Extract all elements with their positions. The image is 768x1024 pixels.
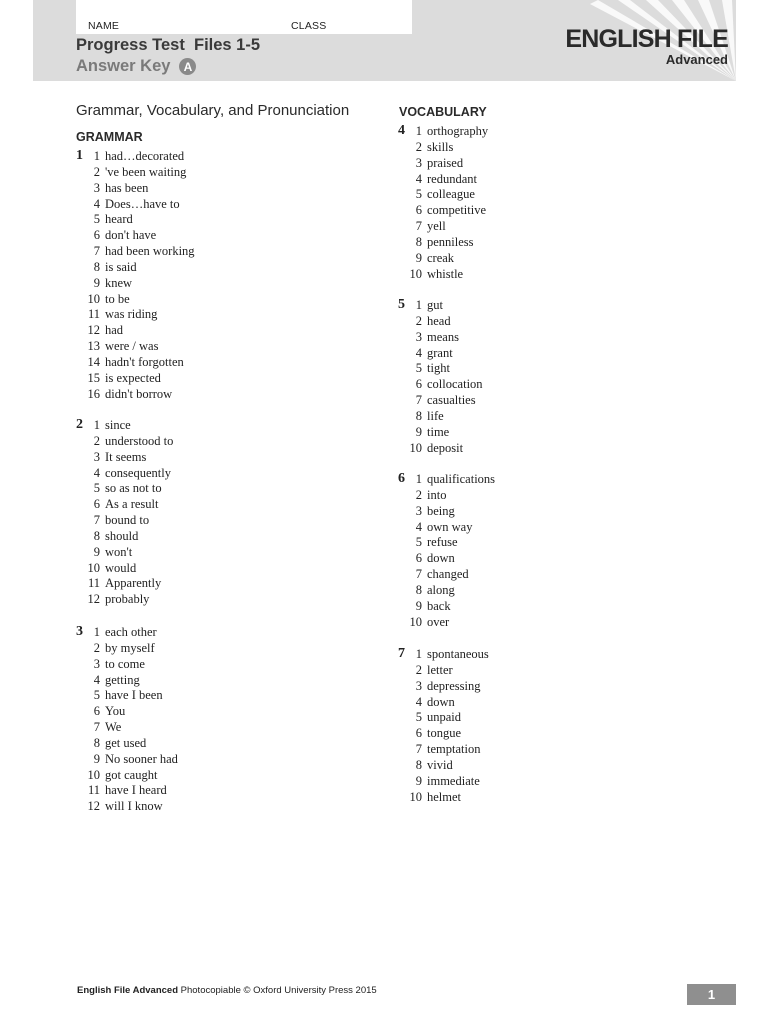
- item-number: 3: [415, 329, 422, 344]
- name-class-box: [76, 0, 412, 34]
- item-number: 7: [93, 513, 100, 528]
- item-number: 10: [409, 440, 422, 455]
- answer-text: vivid: [427, 757, 453, 772]
- answer-text: colleague: [427, 187, 475, 202]
- answer-text: skills: [427, 139, 454, 154]
- item-number: 4: [93, 196, 100, 211]
- answer-text: had: [105, 323, 124, 338]
- item-number: 4: [415, 694, 422, 709]
- answer-text: tight: [427, 361, 450, 376]
- item-number: 14: [87, 354, 100, 369]
- brand-subtitle: Advanced: [665, 52, 728, 67]
- item-number: 4: [415, 519, 422, 534]
- item-number: 15: [87, 370, 100, 385]
- item-number: 10: [87, 767, 100, 782]
- item-number: 11: [87, 576, 100, 591]
- item-number: 6: [415, 551, 422, 566]
- item-number: 8: [93, 259, 100, 274]
- answer-text: head: [427, 313, 451, 328]
- item-number: 6: [415, 726, 422, 741]
- item-number: 2: [93, 640, 100, 655]
- item-number: 12: [87, 592, 100, 607]
- item-number: 3: [93, 656, 100, 671]
- item-number: 6: [415, 377, 422, 392]
- item-number: 2: [415, 662, 422, 677]
- answer-text: along: [427, 582, 455, 597]
- answer-text: didn't borrow: [105, 386, 173, 401]
- item-number: 10: [409, 789, 422, 804]
- exercise-number: 2: [76, 417, 83, 432]
- answer-text: letter: [427, 662, 453, 677]
- answer-text: creak: [427, 250, 455, 265]
- answer-text: to be: [105, 291, 130, 306]
- answer-text: had been working: [105, 244, 195, 259]
- answer-text: helmet: [427, 789, 462, 804]
- item-number: 1: [415, 298, 422, 312]
- section-title: Grammar, Vocabulary, and Pronunciation: [76, 102, 350, 119]
- answer-text: have I been: [105, 688, 163, 703]
- item-number: 10: [87, 560, 100, 575]
- item-number: 7: [415, 393, 422, 408]
- answer-text: casualties: [427, 393, 476, 408]
- footer-brand: English File Advanced: [77, 985, 179, 996]
- answer-text: spontaneous: [427, 647, 489, 661]
- answer-text: has been: [105, 180, 149, 195]
- item-number: 6: [93, 704, 100, 719]
- answer-text: down: [427, 694, 455, 709]
- brand-title: ENGLISH FILE: [565, 25, 728, 53]
- answer-text: depressing: [427, 678, 481, 693]
- item-number: 7: [93, 720, 100, 735]
- page-number: 1: [687, 984, 736, 1005]
- version-badge: A: [179, 58, 196, 75]
- exercise-number: 4: [398, 123, 405, 138]
- answer-text: unpaid: [427, 710, 462, 725]
- item-number: 13: [87, 339, 100, 354]
- item-number: 2: [93, 164, 100, 179]
- class-label: CLASS: [291, 20, 327, 32]
- item-number: 9: [93, 544, 100, 559]
- answer-text: praised: [427, 155, 464, 170]
- item-number: 11: [87, 783, 100, 798]
- footer: [77, 985, 377, 996]
- answer-text: get used: [105, 735, 147, 750]
- item-number: 3: [415, 678, 422, 693]
- exercise-number: 1: [76, 148, 83, 163]
- exercise-number: 5: [398, 297, 405, 312]
- item-number: 2: [415, 139, 422, 154]
- answer-text: knew: [105, 275, 133, 290]
- answer-text: over: [427, 614, 450, 629]
- item-number: 9: [415, 250, 422, 265]
- answer-text: since: [105, 418, 131, 432]
- answer-text: won't: [105, 544, 133, 559]
- item-number: 1: [93, 625, 100, 639]
- item-number: 6: [415, 203, 422, 218]
- answer-text: by myself: [105, 640, 155, 655]
- item-number: 9: [415, 424, 422, 439]
- page-title: Progress Test Files 1-5: [76, 36, 261, 54]
- item-number: 2: [415, 487, 422, 502]
- item-number: 7: [415, 742, 422, 757]
- answer-text: is expected: [105, 370, 161, 385]
- answer-text: 've been waiting: [105, 164, 187, 179]
- answer-text: down: [427, 551, 455, 566]
- answer-text: should: [105, 528, 139, 543]
- answer-text: grant: [427, 345, 453, 360]
- item-number: 9: [415, 773, 422, 788]
- brand-logo: [565, 25, 728, 67]
- answer-text: heard: [105, 212, 133, 227]
- answer-text: means: [427, 329, 459, 344]
- answer-text: probably: [105, 592, 150, 607]
- answer-text: collocation: [427, 377, 483, 392]
- answer-text: life: [427, 408, 444, 423]
- item-number: 12: [87, 323, 100, 338]
- answer-text: back: [427, 598, 451, 613]
- item-number: 1: [415, 124, 422, 138]
- item-number: 2: [93, 433, 100, 448]
- grammar-heading: GRAMMAR: [76, 130, 143, 144]
- answer-text: qualifications: [427, 472, 496, 486]
- answer-text: Does…have to: [105, 196, 180, 211]
- name-label: NAME: [88, 20, 120, 32]
- answer-text: is said: [105, 259, 137, 274]
- exercise-number: 3: [76, 624, 83, 639]
- answer-text: refuse: [427, 535, 458, 550]
- item-number: 5: [93, 212, 100, 227]
- answer-text: don't have: [105, 228, 157, 243]
- answer-text: We: [105, 720, 122, 735]
- item-number: 7: [415, 567, 422, 582]
- answer-text: will I know: [105, 799, 163, 814]
- answer-text: understood to: [105, 433, 174, 448]
- answer-text: competitive: [427, 203, 487, 218]
- item-number: 1: [415, 647, 422, 661]
- answer-text: was riding: [105, 307, 158, 322]
- item-number: 11: [87, 307, 100, 322]
- answer-text: consequently: [105, 465, 171, 480]
- item-number: 1: [415, 472, 422, 486]
- answer-text: As a result: [105, 497, 159, 512]
- answer-text: have I heard: [105, 783, 167, 798]
- item-number: 9: [93, 751, 100, 766]
- answer-text: would: [105, 560, 137, 575]
- item-number: 9: [93, 275, 100, 290]
- item-number: 10: [409, 266, 422, 281]
- item-number: 6: [93, 497, 100, 512]
- answer-text: had…decorated: [105, 149, 185, 163]
- vocabulary-heading: VOCABULARY: [399, 105, 487, 119]
- item-number: 3: [415, 503, 422, 518]
- item-number: 5: [415, 535, 422, 550]
- answer-text: Apparently: [105, 576, 162, 591]
- item-number: 4: [93, 672, 100, 687]
- answer-text: It seems: [105, 449, 147, 464]
- item-number: 8: [415, 234, 422, 249]
- item-number: 3: [93, 180, 100, 195]
- item-number: 5: [415, 361, 422, 376]
- answer-text: gut: [427, 298, 443, 312]
- item-number: 3: [415, 155, 422, 170]
- item-number: 5: [415, 710, 422, 725]
- answer-text: No sooner had: [105, 751, 178, 766]
- item-number: 1: [93, 418, 100, 432]
- answer-text: orthography: [427, 124, 489, 138]
- exercise-number: 6: [398, 471, 405, 486]
- answer-key-label: Answer Key: [76, 57, 171, 75]
- item-number: 12: [87, 799, 100, 814]
- answer-text: redundant: [427, 171, 477, 186]
- answer-text: time: [427, 424, 450, 439]
- exercise-number: 7: [398, 646, 405, 661]
- item-number: 7: [93, 244, 100, 259]
- item-number: 5: [415, 187, 422, 202]
- answer-text: yell: [427, 219, 446, 234]
- item-number: 10: [409, 614, 422, 629]
- item-number: 16: [87, 386, 100, 401]
- item-number: 8: [415, 757, 422, 772]
- answer-text: whistle: [427, 266, 464, 281]
- answer-text: tongue: [427, 726, 462, 741]
- item-number: 8: [415, 582, 422, 597]
- answer-text: changed: [427, 567, 469, 582]
- item-number: 4: [415, 345, 422, 360]
- answer-text: to come: [105, 656, 145, 671]
- item-number: 6: [93, 228, 100, 243]
- answer-text: bound to: [105, 513, 150, 528]
- answer-text: so as not to: [105, 481, 162, 496]
- item-number: 4: [93, 465, 100, 480]
- item-number: 8: [415, 408, 422, 423]
- item-number: 5: [93, 481, 100, 496]
- answer-text: deposit: [427, 440, 464, 455]
- answer-text: You: [105, 704, 126, 719]
- page-subtitle: [76, 57, 196, 76]
- item-number: 4: [415, 171, 422, 186]
- answer-text: being: [427, 503, 455, 518]
- item-number: 3: [93, 449, 100, 464]
- answer-text: got caught: [105, 767, 158, 782]
- item-number: 1: [93, 149, 100, 163]
- item-number: 5: [93, 688, 100, 703]
- answer-text: getting: [105, 672, 140, 687]
- answer-text: immediate: [427, 773, 480, 788]
- item-number: 10: [87, 291, 100, 306]
- answer-text: penniless: [427, 234, 474, 249]
- answer-text: hadn't forgotten: [105, 354, 184, 369]
- answer-text: temptation: [427, 742, 481, 757]
- answer-text: each other: [105, 625, 157, 639]
- item-number: 2: [415, 313, 422, 328]
- item-number: 9: [415, 598, 422, 613]
- item-number: 8: [93, 528, 100, 543]
- answer-text: were / was: [105, 339, 159, 354]
- item-number: 8: [93, 735, 100, 750]
- footer-copyright: Photocopiable © Oxford University Press 2015: [178, 985, 377, 996]
- item-number: 7: [415, 219, 422, 234]
- answer-text: into: [427, 487, 447, 502]
- answer-text: own way: [427, 519, 473, 534]
